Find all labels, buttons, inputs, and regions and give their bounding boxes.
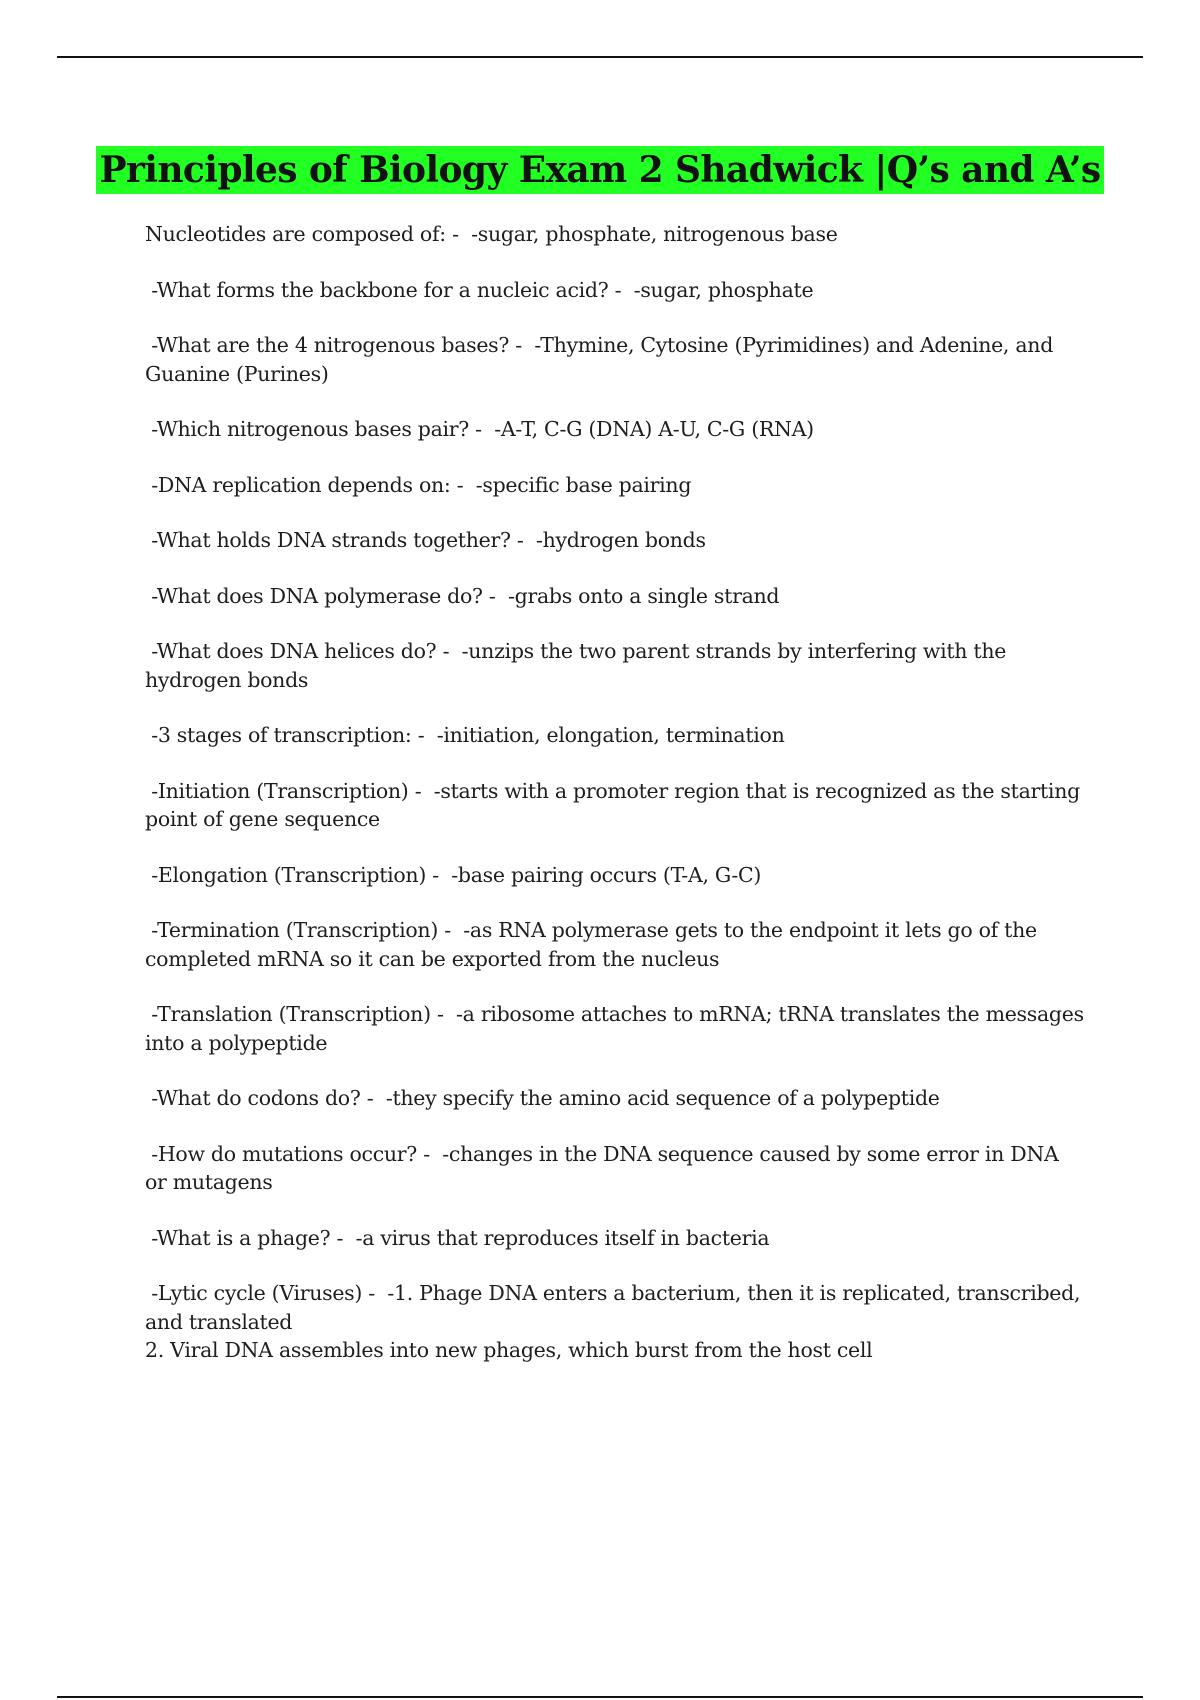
qa-item: -What does DNA polymerase do? - -grabs onto a single strand: [145, 583, 780, 608]
qa-item: -How do mutations occur? - -changes in the DNA sequence caused by some error in DNA or mutagens: [145, 1141, 1065, 1194]
title-container: [0, 146, 1200, 194]
qa-item: -What holds DNA strands together? - -hydrogen bonds: [145, 528, 706, 552]
qa-item: -What do codons do? - -they specify the amino acid sequence of a polypeptide: [145, 1086, 940, 1110]
qa-item: -Lytic cycle (Viruses) - -1. Phage DNA enters a bacterium, then it is replicated, transcribed, and translated 2. Viral DNA assembles into new phages, which burst from the host cell: [145, 1281, 1081, 1362]
qa-item: -What forms the backbone for a nucleic acid? - -sugar, phosphate: [145, 277, 814, 302]
bottom-rule: [57, 1696, 1143, 1698]
qa-item: -What are the 4 nitrogenous bases? - -Thymine, Cytosine (Pyrimidines) and Adenine, and Guanine (Purines): [145, 333, 1060, 386]
qa-item: -What is a phage? - -a virus that reproduces itself in bacteria: [145, 1225, 770, 1250]
qa-item: -3 stages of transcription: - -initiation, elongation, termination: [145, 723, 785, 747]
qa-item: -Elongation (Transcription) - -base pairing occurs (T-A, G-C): [145, 862, 762, 887]
qa-item: -Initiation (Transcription) - -starts with a promoter region that is recognized as the starting point of gene sequence: [145, 778, 1087, 831]
qa-item: -Translation (Transcription) - -a ribosome attaches to mRNA; tRNA translates the messages into a polypeptide: [145, 1002, 1091, 1055]
qa-item: -What does DNA helices do? - -unzips the two parent strands by interfering with the hydrogen bonds: [145, 639, 1013, 692]
qa-item: Nucleotides are composed of: - -sugar, phosphate, nitrogenous base: [145, 222, 838, 246]
top-rule: [57, 56, 1143, 58]
qa-item: -Which nitrogenous bases pair? - -A-T, C-G (DNA) A-U, C-G (RNA): [145, 417, 814, 441]
qa-item: -DNA replication depends on: - -specific base pairing: [145, 472, 692, 497]
qa-item: -Termination (Transcription) - -as RNA polymerase gets to the endpoint it lets go of the completed mRNA so it can be exported from the nucleus: [145, 918, 1044, 971]
qa-list: [145, 220, 1091, 1392]
document-title: Principles of Biology Exam 2 Shadwick |Q’s and A’s: [96, 146, 1103, 194]
